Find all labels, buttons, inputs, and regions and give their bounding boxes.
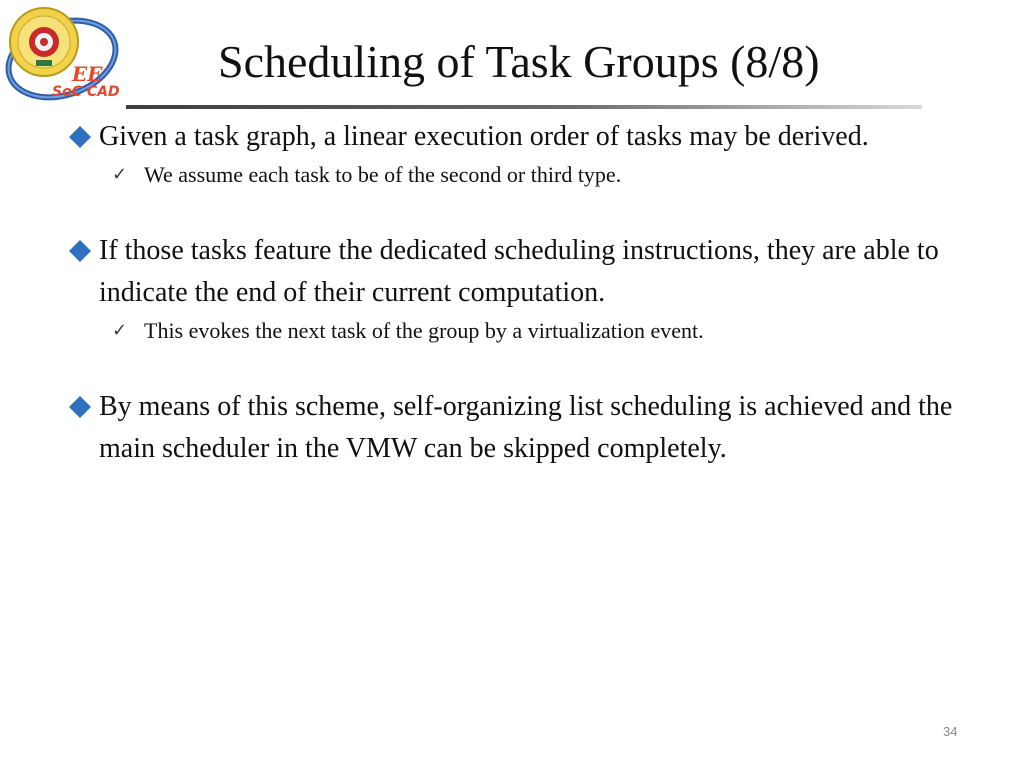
bullet-item bbox=[60, 230, 960, 314]
sub-bullet-item bbox=[60, 314, 960, 348]
slide-title: Scheduling of Task Groups (8/8) bbox=[218, 36, 820, 87]
page-number: 34 bbox=[943, 724, 958, 739]
checkmark-icon: ✓ bbox=[112, 320, 128, 341]
slide-body bbox=[60, 116, 960, 470]
bullet-text: If those tasks feature the dedicated scheduling instructions, they are able to indicate the end of their current computation. bbox=[99, 235, 939, 308]
sub-bullet-text: We assume each task to be of the second or third type. bbox=[144, 162, 622, 187]
diamond-icon bbox=[69, 240, 91, 262]
sub-bullet-text: This evokes the next task of the group by a virtualization event. bbox=[144, 318, 704, 343]
checkmark-icon: ✓ bbox=[112, 164, 128, 185]
bullet-text: By means of this scheme, self-organizing list scheduling is achieved and the main scheduler in the VMW can be skipped completely. bbox=[99, 391, 953, 464]
diamond-icon bbox=[69, 126, 91, 148]
university-logo bbox=[2, 4, 124, 104]
title-divider bbox=[126, 105, 922, 109]
sub-bullet-item bbox=[60, 158, 960, 192]
diamond-icon bbox=[69, 396, 91, 418]
logo-emblem-text: EE bbox=[72, 62, 103, 86]
bullet-item bbox=[60, 116, 960, 158]
bullet-text: Given a task graph, a linear execution order of tasks may be derived. bbox=[99, 121, 869, 152]
logo-caption: SoC CAD bbox=[52, 84, 120, 100]
bullet-item bbox=[60, 386, 960, 470]
